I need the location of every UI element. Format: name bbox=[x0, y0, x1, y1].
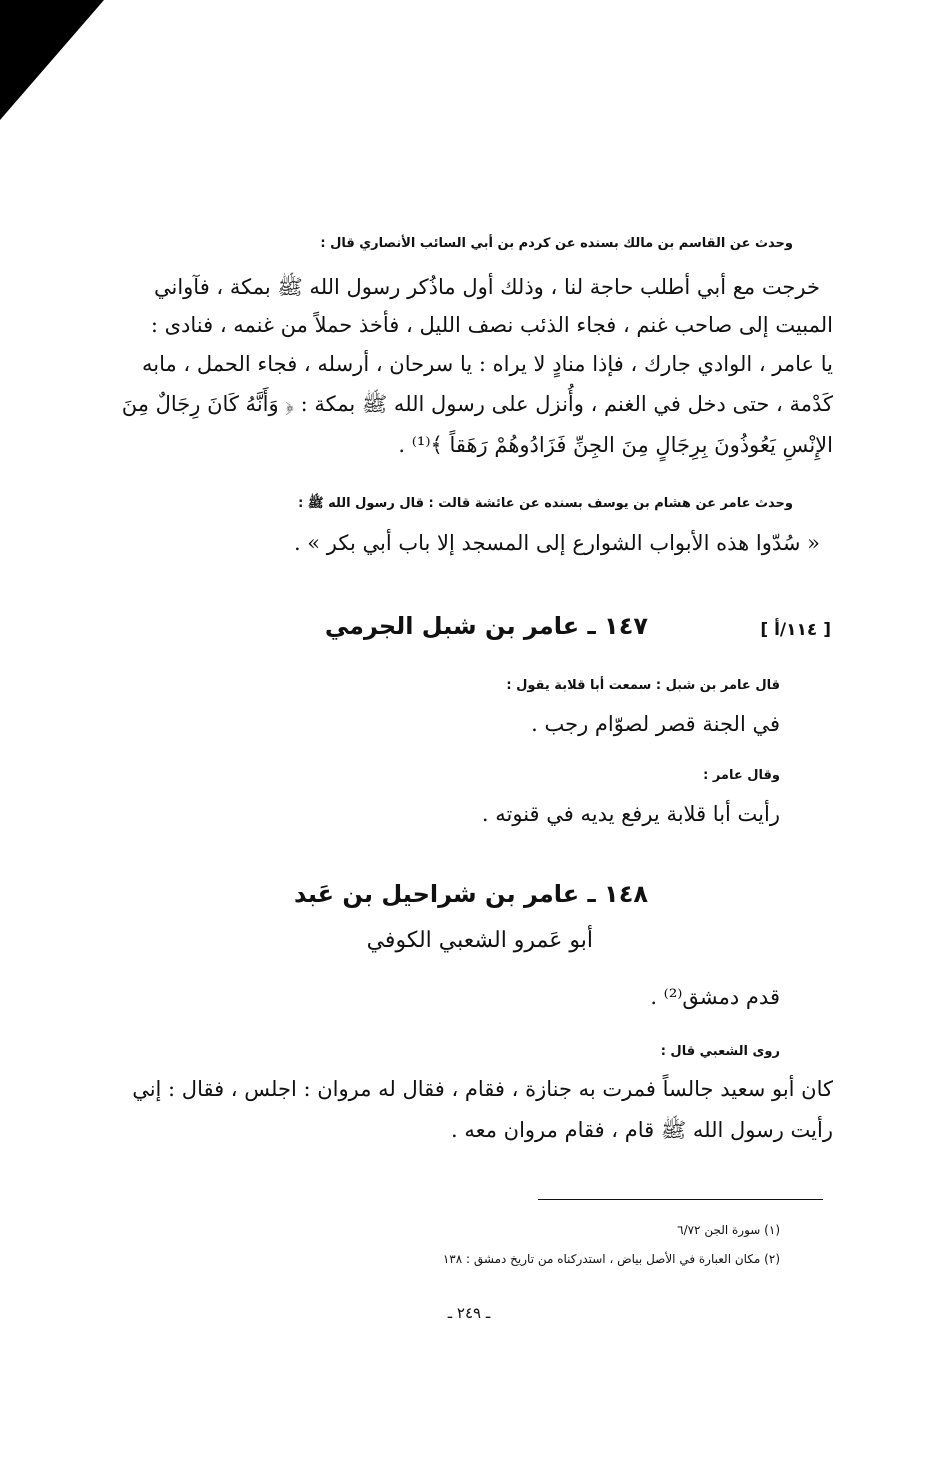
section-subheading-148: أبو عَمرو الشعبي الكوفي bbox=[366, 928, 593, 953]
text-line: رأيت رسول الله ﷺ قام ، فقام مروان معه . bbox=[451, 1118, 833, 1142]
text-line: المبيت إلى صاحب غنم ، فجاء الذئب نصف الليل ، فأخذ حملاً من غنمه ، فنادى : bbox=[150, 313, 833, 337]
text-line: يا عامر ، الوادي جارك ، فإذا منادٍ لا يراه : يا سرحان ، أرسله ، فجاء الحمل ، مابه bbox=[141, 352, 833, 376]
hadith-text: « سُدّوا هذه الأبواب الشوارع إلى المسجد إلا باب أبي بكر » . bbox=[293, 531, 820, 555]
hadith-text: في الجنة قصر لصوّام رجب . bbox=[531, 712, 780, 736]
text-line: كان أبو سعيد جالساً فمرت به جنازة ، فقام ، فقال له مروان : اجلس ، فقال : إني bbox=[132, 1077, 833, 1101]
footnote-separator bbox=[538, 1199, 823, 1200]
isnad-line-5: روى الشعبي قال : bbox=[660, 1044, 780, 1059]
isnad-line-3: قال عامر بن شبل : سمعت أبا قلابة يقول : bbox=[506, 678, 780, 693]
isnad-line-1: وحدث عن القاسم بن مالك بسنده عن كردم بن أبي السائب الأنصاري قال : bbox=[320, 236, 793, 251]
isnad-line-4: وقال عامر : bbox=[703, 768, 780, 783]
section-heading-148: ١٤٨ ـ عامر بن شراحيل بن عَبد bbox=[293, 880, 648, 908]
black-corner-mark bbox=[0, 0, 104, 120]
page-number: ـ ٢٤٩ ـ bbox=[447, 1304, 491, 1322]
text-line: كَدْمة ، حتى دخل في الغنم ، وأُنزل على رسول الله ﷺ بمكة : ﴿ وَأَنَّهُ كَانَ رِجَالٌ مِنَ bbox=[121, 392, 833, 416]
footnote-1: (١) سورة الجن ٦/٧٢ bbox=[677, 1223, 780, 1237]
section-heading-147: ١٤٧ ـ عامر بن شبل الجرمي bbox=[324, 612, 648, 640]
biography-note: قدم دمشق⁽²⁾ . bbox=[650, 985, 780, 1009]
footnote-2: (٢) مكان العبارة في الأصل بياض ، استدركناه من تاريخ دمشق : ١٣٨ bbox=[442, 1252, 780, 1266]
isnad-line-2: وحدث عامر عن هشام بن يوسف بسنده عن عائشة قالت : قال رسول الله ﷺ : bbox=[298, 496, 793, 511]
text-line: خرجت مع أبي أطلب حاجة لنا ، وذلك أول ماذُكر رسول الله ﷺ بمكة ، فآواني bbox=[153, 275, 820, 299]
quran-verse-line: الإِنْسِ يَعُوذُونَ بِرِجَالٍ مِنَ الجِنِّ فَزَادُوهُمْ رَهَقاً ﴾⁽¹⁾ . bbox=[398, 433, 833, 457]
hadith-text: رأيت أبا قلابة يرفع يديه في قنوته . bbox=[481, 802, 780, 826]
manuscript-folio-ref: [ ١١٤/أ ] bbox=[760, 620, 831, 640]
